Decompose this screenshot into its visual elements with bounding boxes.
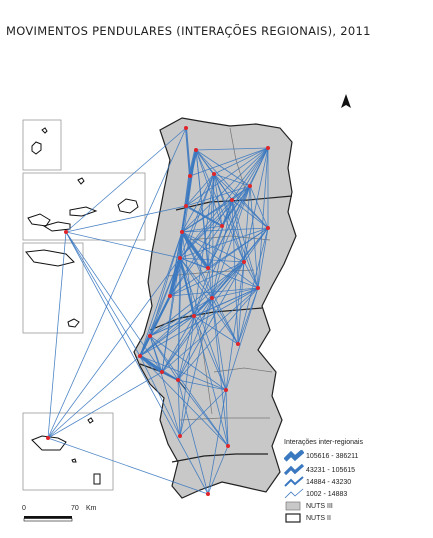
region-node	[168, 294, 172, 298]
flow-line	[48, 356, 140, 438]
legend-class-3	[284, 476, 430, 488]
region-node	[220, 224, 224, 228]
island-santa-maria	[68, 319, 79, 327]
legend-class-2	[284, 464, 430, 476]
island-terceira	[118, 199, 138, 213]
region-node	[206, 266, 210, 270]
legend-class-label-2: 43231 - 105615	[306, 466, 356, 474]
scale-bar	[24, 516, 72, 521]
inset-frames	[23, 120, 145, 490]
island-sao-miguel	[26, 250, 74, 266]
region-node	[178, 256, 182, 260]
legend-nuts2-label: NUTS II	[306, 514, 331, 522]
region-node	[248, 184, 252, 188]
scale-start-label: 0	[22, 505, 26, 512]
island-flores	[32, 142, 41, 154]
legend-class-1	[284, 450, 430, 462]
inset-frame-azores-central	[23, 173, 145, 240]
region-node	[64, 230, 68, 234]
region-node	[176, 378, 180, 382]
region-node	[266, 146, 270, 150]
region-node	[210, 296, 214, 300]
flow-line	[48, 232, 66, 438]
legend-nuts2-swatch	[284, 512, 304, 524]
region-node	[206, 492, 210, 496]
legend-nuts3-label: NUTS III	[306, 502, 333, 510]
region-node	[184, 204, 188, 208]
island-desertas	[72, 459, 76, 462]
region-node	[192, 314, 196, 318]
region-node	[178, 434, 182, 438]
region-node	[224, 388, 228, 392]
region-node	[236, 342, 240, 346]
flow-line	[48, 372, 162, 438]
legend-flow-symbol-2	[284, 464, 304, 476]
legend-class-4	[284, 488, 430, 500]
legend-nuts2	[284, 512, 430, 524]
island-graciosa	[78, 178, 84, 184]
legend-nuts3	[284, 500, 430, 512]
region-node	[138, 354, 142, 358]
legend-flow-symbol-1	[284, 450, 304, 462]
island-corvo	[42, 128, 47, 133]
region-node	[242, 260, 246, 264]
scale-unit-label: Km	[86, 505, 97, 512]
scale-end-label: 70	[71, 505, 79, 512]
legend-title: Interações inter-regionais	[284, 439, 363, 446]
region-node	[148, 334, 152, 338]
region-node	[46, 436, 50, 440]
island-faial	[28, 214, 50, 226]
region-node	[188, 174, 192, 178]
legend-flow-symbol-4	[284, 488, 304, 500]
island-selvagens-box	[94, 474, 100, 484]
legend-class-label-4: 1002 - 14883	[306, 490, 348, 498]
island-porto-santo	[88, 418, 93, 423]
region-node	[226, 444, 230, 448]
legend-class-label-1: 105616 - 386211	[306, 452, 359, 460]
flow-line	[66, 232, 140, 356]
legend-nuts3-swatch	[284, 500, 304, 512]
north-arrow-icon	[341, 94, 351, 108]
region-node	[212, 172, 216, 176]
legend-class-label-3: 14884 - 43230	[306, 478, 352, 486]
inset-frame-flores	[23, 120, 61, 170]
region-node	[180, 230, 184, 234]
region-node	[230, 198, 234, 202]
region-node	[160, 370, 164, 374]
region-node	[256, 286, 260, 290]
map-legend	[284, 439, 430, 524]
region-node	[266, 226, 270, 230]
islands	[26, 128, 138, 484]
region-node	[184, 126, 188, 130]
region-node	[194, 148, 198, 152]
map-title: MOVIMENTOS PENDULARES (INTERAÇÕES REGIONAIS), 2011	[6, 24, 371, 38]
island-sao-jorge	[70, 207, 96, 216]
legend-flow-symbol-3	[284, 476, 304, 488]
